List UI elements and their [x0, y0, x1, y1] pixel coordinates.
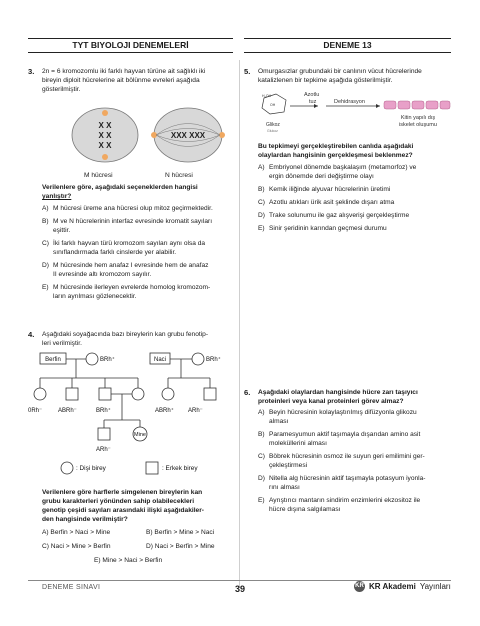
q4-stem-line: Aşağıdaki soyağacında bazı bireylerin kan grubu fenotip- — [42, 331, 209, 338]
child-label-3: BRh⁺ — [96, 408, 111, 414]
male-symbol — [66, 388, 78, 400]
option-letter: B) — [42, 218, 49, 225]
legend-male-label: : Erkek birey — [162, 465, 198, 472]
option-letter: C) — [258, 453, 265, 460]
publisher-name-bold: KR Akademi — [369, 582, 416, 591]
q5-options — [258, 163, 454, 233]
legend-male-symbol — [146, 462, 158, 474]
glucose-ring-icon — [262, 94, 286, 114]
option-letter: E) — [42, 284, 49, 291]
q4-question-line: grubu karakterleri yönünden sahip olabilecekleri — [42, 498, 195, 505]
option-text: Trake solunumu ile gaz alışverişi gerçekleştirme — [269, 212, 410, 219]
male-symbol — [99, 388, 111, 400]
option-letter: D) — [258, 212, 265, 219]
option-text: Paramesyumun aktif taşımayla dışarıdan amino asit — [269, 431, 421, 438]
option-text: M hücresinde hem anafaz I evresinde hem de anafaz — [53, 262, 209, 269]
q3-number: 3. — [28, 67, 35, 76]
q6-number: 6. — [244, 388, 251, 397]
q4-option-a[interactable]: A) Berfin > Naci > Mine — [42, 529, 111, 536]
svg-text:H₂OH: H₂OH — [262, 94, 272, 98]
option-text: Böbrek hücresinin osmoz ile suyun geri emilimini ger- — [269, 453, 425, 460]
cell-m-chromosomes-3: X X — [98, 141, 112, 150]
iskelet-label: iskelet oluşumu — [399, 122, 437, 128]
left-logo: DENEME SINAVI — [42, 584, 101, 591]
q3-option-a[interactable] — [42, 204, 234, 213]
option-text: Ayrıştırıcı mantarın sindirim enzimlerini ekzositoz ile — [269, 497, 421, 504]
q5-stem-line: Omurgasızlar grubundaki bir canlının vücut hücrelerinde — [258, 68, 422, 75]
page-number: 39 — [234, 584, 245, 594]
q6-option-d[interactable] — [258, 474, 454, 492]
cell-n — [151, 108, 225, 162]
q3-stem-line: bireyin diploit hücrelerine ait bölünme evreleri aşağıda — [42, 77, 200, 84]
option-text: sınıflandırmada farklı cinslerde yer alabilir. — [53, 249, 177, 256]
q6-option-c[interactable] — [258, 452, 454, 470]
legend-female-label: : Dişi birey — [76, 465, 106, 472]
option-text: ların ayrılması gözlenecektir. — [53, 293, 137, 300]
option-text: Kemik iliğinde alyuvar hücrelerinin üretimi — [269, 186, 391, 193]
brh-label-2: BRh⁺ — [206, 357, 221, 363]
legend-female-symbol — [61, 462, 73, 474]
q3-stem — [42, 67, 232, 94]
brh-label-1: BRh⁺ — [100, 357, 115, 363]
q5-stem — [258, 67, 452, 85]
q5-number: 5. — [244, 67, 251, 76]
q6-option-b[interactable] — [258, 430, 454, 448]
option-text: çekleştirmesi — [269, 462, 308, 469]
q4-stem — [42, 330, 232, 348]
option-letter: B) — [258, 186, 265, 193]
child-label-5: ARh⁻ — [188, 408, 203, 414]
female-symbol — [132, 388, 144, 400]
q4-question-line: den hangisinde verilmiştir? — [42, 516, 128, 523]
publisher-name: Yayınları — [419, 582, 451, 591]
glikoz-label: Glikoz — [266, 122, 280, 128]
option-text: II evresinde altı kromozom sayılır. — [53, 271, 152, 278]
female-symbol — [192, 353, 204, 365]
cell-n-chromosomes: XXX XXX — [170, 131, 206, 140]
publisher-logo — [354, 581, 451, 592]
berfin-label: Berfin — [45, 357, 61, 363]
azotlu-label: Azotlu — [304, 92, 320, 98]
q6-question-line: proteinleri veya kanal proteinleri görev almaz? — [258, 398, 404, 405]
option-letter: A) — [258, 409, 265, 416]
q3-options — [42, 204, 234, 301]
q3-stem-line: gösterilmiştir. — [42, 86, 81, 93]
cell-m-chromosomes-2: X X — [98, 131, 112, 140]
option-text: hücre dışına salgılaması — [269, 506, 341, 513]
q3-option-b[interactable] — [42, 217, 234, 235]
option-text: Embriyonel dönemde başkalaşım (metamorfoz) ve — [269, 164, 417, 171]
option-text: alması — [269, 418, 289, 425]
tuz-label: tuz — [309, 99, 317, 105]
q3-question — [42, 183, 232, 201]
q3-question-line: Verilenlere göre, aşağıdaki seçeneklerden hangisi — [42, 184, 198, 191]
q5-option-a[interactable] — [258, 163, 454, 181]
option-text: eşittir. — [53, 227, 71, 234]
female-symbol — [162, 388, 174, 400]
option-letter: A) — [42, 205, 49, 212]
q3-option-e[interactable] — [42, 283, 234, 301]
option-text: M hücresinde ilerleyen evrelerde homolog kromozom- — [53, 284, 211, 291]
chitin-chain-icon — [384, 101, 450, 109]
q4-option-b[interactable]: B) Berfin > Mine > Naci — [146, 529, 215, 536]
option-text: moleküllerini alması — [269, 440, 327, 447]
left-header: TYT BIYOLOJI DENEMELERİ — [28, 38, 233, 53]
cell-n-label: N hücresi — [165, 172, 193, 179]
option-text: Beyin hücresinin kolaylaştırılmış difüzyonla glikozu — [269, 409, 417, 416]
mine-label: Mine — [134, 432, 146, 438]
q3-stem-line: 2n = 6 kromozomlu iki farklı hayvan türüne ait sağlıklı iki — [42, 68, 206, 75]
child-label-1: 0Rh⁻ — [28, 408, 43, 414]
q5-option-e[interactable] — [258, 224, 454, 233]
option-text: İki farklı hayvan türü kromozom sayıları aynı olsa da — [53, 240, 206, 247]
column-divider — [239, 60, 240, 588]
cell-m — [72, 108, 138, 162]
option-letter: C) — [258, 199, 265, 206]
option-letter: D) — [42, 262, 49, 269]
cell-division-diagram — [70, 104, 230, 170]
child-label-4: ABRh⁺ — [155, 408, 174, 414]
kitin-label: Kitin yapılı dış — [400, 115, 436, 121]
option-letter: A) — [258, 164, 265, 171]
female-symbol — [86, 353, 98, 365]
option-letter: E) — [258, 497, 265, 504]
publisher-mark-icon: KR — [354, 581, 365, 592]
male-symbol — [98, 428, 110, 440]
q5-question — [258, 142, 454, 160]
option-letter: E) — [258, 225, 265, 232]
q6-option-a[interactable] — [258, 408, 454, 426]
child-label-2: ABRh⁻ — [58, 408, 77, 414]
glikoz-sublabel: Glukoz — [267, 129, 278, 133]
q4-stem-line: leri verilmiştir. — [42, 340, 82, 347]
q5-question-line: olaylardan hangisinin gerçekleşmesi beklenmez? — [258, 152, 413, 159]
option-text: rını alması — [269, 484, 300, 491]
q4-option-d[interactable]: D) Naci > Berfin > Mine — [146, 543, 215, 550]
q4-option-c[interactable]: C) Naci > Mine > Berfin — [42, 543, 111, 550]
option-text: Sinir şeridinin karından geçmesi durumu — [269, 225, 387, 232]
dehidrasyon-label: Dehidrasyon — [334, 99, 365, 105]
q6-option-e[interactable] — [258, 496, 454, 514]
q5-question-line: Bu tepkimeyi gerçekleştirebilen canlıda aşağıdaki — [258, 143, 414, 150]
q4-option-e[interactable]: E) Mine > Naci > Berfin — [94, 557, 163, 564]
q3-option-d[interactable] — [42, 261, 234, 279]
option-letter: D) — [258, 475, 265, 482]
q6-question — [258, 388, 454, 406]
naci-label: Naci — [153, 357, 167, 363]
option-text: Azotlu atıkları ürik asit şeklinde dışarı atma — [269, 199, 395, 206]
q6-options — [258, 408, 454, 514]
q4-question-line: genotip çeşidi sayıları arasındaki ilişki aşağıdakiler- — [42, 507, 204, 514]
q4-number: 4. — [28, 330, 35, 339]
q3-question-line: yanlıştır? — [42, 193, 72, 200]
option-letter: B) — [258, 431, 265, 438]
reaction-diagram — [256, 88, 452, 134]
svg-text:OH: OH — [270, 103, 276, 107]
option-text: Nitella alg hücresinin aktif taşımayla potasyum iyonla- — [269, 475, 426, 482]
q3-option-c[interactable] — [42, 239, 234, 257]
q4-question-line: Verilenlere göre harflerle simgelenen bireylerin kan — [42, 489, 203, 496]
cell-m-label: M hücresi — [84, 172, 113, 179]
female-symbol — [34, 388, 46, 400]
q4-question — [42, 488, 234, 524]
option-text: ergin dönemde deri değiştirme olayı — [269, 173, 374, 180]
pedigree-diagram — [28, 350, 238, 478]
q5-option-c[interactable] — [258, 198, 454, 207]
option-letter: C) — [42, 240, 49, 247]
option-text: M ve N hücrelerinin interfaz evresinde kromatit sayıları — [53, 218, 213, 225]
q6-question-line: Aşağıdaki olaylardan hangisinde hücre zarı taşıyıcı — [258, 389, 418, 396]
option-text: M hücresi üreme ana hücresi olup mitoz geçirmektedir. — [53, 205, 213, 212]
cell-m-chromosomes-1: X X — [98, 121, 112, 130]
q5-stem-line: katalizlenen bir tepkime aşağıda gösterilmiştir. — [258, 77, 393, 84]
male-symbol — [204, 388, 216, 400]
grandchild-label: ARh⁻ — [96, 447, 111, 453]
right-header: DENEME 13 — [244, 38, 451, 53]
q5-option-d[interactable] — [258, 211, 454, 220]
q5-option-b[interactable] — [258, 185, 454, 194]
